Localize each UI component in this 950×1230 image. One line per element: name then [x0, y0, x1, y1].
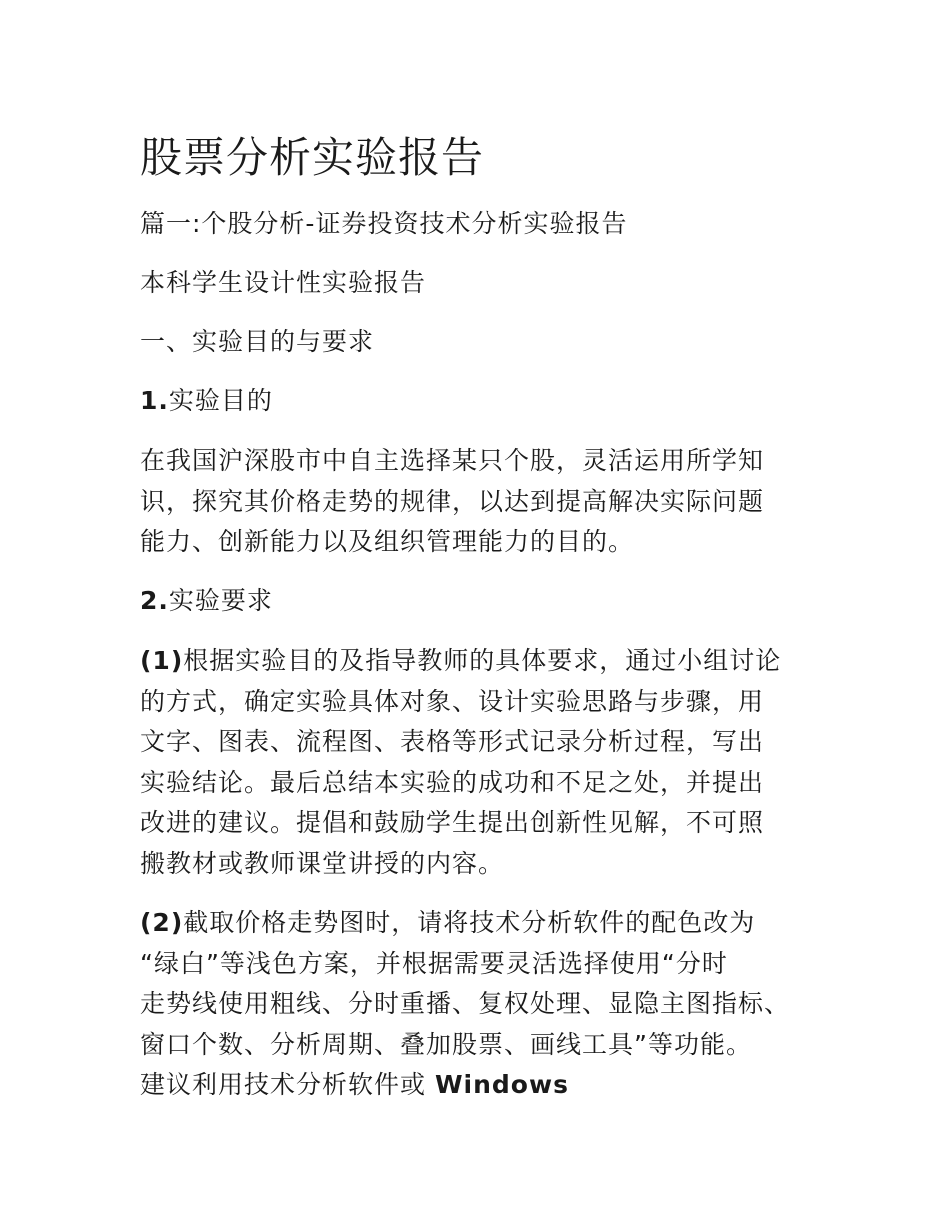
paragraph-line: 识，探究其价格走势的规律，以达到提高解决实际问题 — [140, 486, 765, 516]
item-line-text: 根据实验目的及指导教师的具体要求，通过小组讨论 — [183, 646, 782, 675]
purpose-paragraph — [140, 441, 810, 563]
purpose-number: 1. — [140, 386, 169, 415]
paragraph-line: 搬教材或教师课堂讲授的内容。 — [140, 848, 505, 878]
item-number: (2) — [140, 908, 184, 937]
requirement-item-1 — [140, 641, 810, 884]
paragraph-line: 的方式，确定实验具体对象、设计实验思路与步骤，用 — [140, 686, 765, 716]
document-title: 股票分析实验报告 — [140, 133, 485, 182]
requirements-heading — [140, 581, 273, 621]
requirements-number: 2. — [140, 586, 169, 615]
paragraph-line: 能力、创新能力以及组织管理能力的目的。 — [140, 527, 635, 556]
requirements-heading-text: 实验要求 — [168, 586, 273, 615]
subtitle: 篇一:个股分析-证券投资技术分析实验报告 — [140, 209, 628, 238]
paragraph-line — [140, 641, 810, 682]
paragraph-line — [140, 903, 810, 944]
windows-term: Windows — [434, 1070, 569, 1099]
paragraph-line: 改进的建议。提倡和鼓励学生提出创新性见解，不可照 — [140, 808, 765, 837]
report-type: 本科学生设计性实验报告 — [140, 268, 427, 297]
purpose-heading — [140, 381, 273, 421]
paragraph-line: 走势线使用粗线、分时重播、复权处理、显隐主图指标、 — [140, 989, 791, 1018]
item-line-text: 建议利用技术分析软件或 — [140, 1070, 435, 1099]
paragraph-line: 文字、图表、流程图、表格等形式记录分析过程，写出 — [140, 727, 765, 756]
paragraph-line: 在我国沪深股市中自主选择某只个股，灵活运用所学知 — [140, 446, 765, 475]
paragraph-line: “绿白”等浅色方案，并根据需要灵活选择使用“分时 — [140, 948, 728, 978]
purpose-heading-text: 实验目的 — [168, 386, 273, 415]
item-line-text: 截取价格走势图时，请将技术分析软件的配色改为 — [183, 908, 756, 937]
item-number: (1) — [140, 646, 184, 675]
paragraph-line — [140, 1065, 810, 1106]
paragraph-line: 实验结论。最后总结本实验的成功和不足之处，并提出 — [140, 767, 765, 797]
paragraph-line: 窗口个数、分析周期、叠加股票、画线工具”等功能。 — [140, 1029, 752, 1059]
section-heading-1: 一、实验目的与要求 — [140, 327, 375, 356]
requirement-item-2 — [140, 903, 810, 1106]
